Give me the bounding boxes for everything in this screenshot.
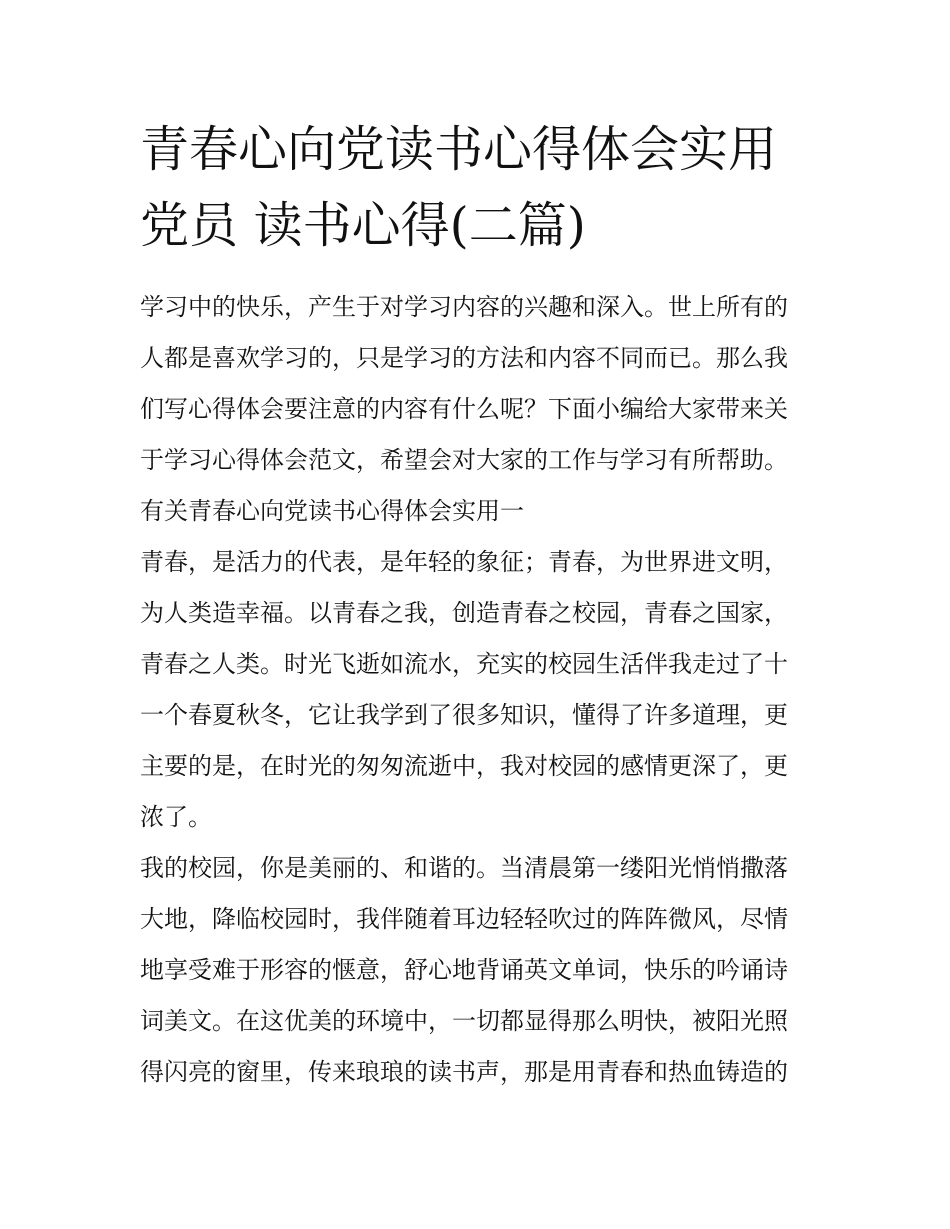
body-line: 我的校园，你是美丽的、和谐的。当清晨第一缕阳光悄悄撒落 bbox=[140, 854, 788, 882]
body-line: 主要的是，在时光的匆匆流逝中，我对校园的感情更深了，更 bbox=[140, 752, 788, 780]
body-line: 人都是喜欢学习的，只是学习的方法和内容不同而已。那么我 bbox=[140, 344, 788, 372]
section-heading: 有关青春心向党读书心得体会实用一 bbox=[140, 497, 524, 525]
body-line: 词美文。在这优美的环境中，一切都显得那么明快，被阳光照 bbox=[140, 1007, 788, 1035]
body-line: 青春之人类。时光飞逝如流水，充实的校园生活伴我走过了十 bbox=[140, 650, 788, 678]
title-line-2: 党员 读书心得(二篇) bbox=[140, 197, 586, 254]
page-title bbox=[140, 112, 830, 264]
body-line: 为人类造幸福。以青春之我，创造青春之校园，青春之国家， bbox=[140, 599, 788, 627]
body-line: 浓了。 bbox=[140, 803, 212, 831]
body-line: 于学习心得体会范文，希望会对大家的工作与学习有所帮助。 bbox=[140, 446, 788, 474]
document-body bbox=[140, 282, 820, 1098]
body-line: 青春，是活力的代表，是年轻的象征；青春，为世界进文明， bbox=[140, 548, 788, 576]
body-line: 大地，降临校园时，我伴随着耳边轻轻吹过的阵阵微风，尽情 bbox=[140, 905, 788, 933]
body-line: 一个春夏秋冬，它让我学到了很多知识，懂得了许多道理，更 bbox=[140, 701, 788, 729]
body-line: 学习中的快乐，产生于对学习内容的兴趣和深入。世上所有的 bbox=[140, 293, 788, 321]
title-line-1: 青春心向党读书心得体会实用 bbox=[140, 121, 778, 178]
body-line: 地享受难于形容的惬意，舒心地背诵英文单词，快乐的吟诵诗 bbox=[140, 956, 788, 984]
body-line: 们写心得体会要注意的内容有什么呢？下面小编给大家带来关 bbox=[140, 395, 788, 423]
body-line: 得闪亮的窗里，传来琅琅的读书声，那是用青春和热血铸造的 bbox=[140, 1058, 788, 1086]
